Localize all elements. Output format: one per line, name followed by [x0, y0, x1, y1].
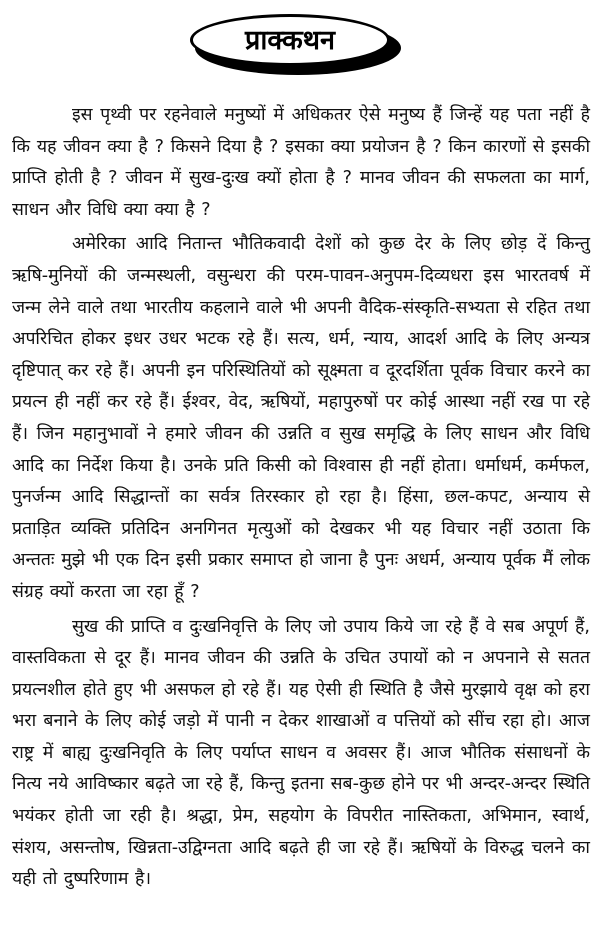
title-badge: [190, 14, 402, 76]
paragraph-3: सुख की प्राप्ति व दुःखनिवृत्ति के लिए जो उपाय किये जा रहे हैं वे सब अपूर्ण हैं, वास्तविकता से दूर हैं। मानव जीवन की उन्नति के उचित उपायों को न अपनाने से सतत प्रयत्नशील होते हुए भी असफल हो रहे हैं। यह ऐसी ही स्थिति है जैसे मुरझाये वृक्ष को हरा भरा बनाने के लिए कोई जड़ो में पानी न देकर शाखाओं व पत्तियों को सींच रहा हो। आज राष्ट्र में बाह्य दुःखनिवृति के लिए पर्याप्त साधन व अवसर हैं। आज भौतिक संसाधनों के नित्य नये आविष्कार बढ़ते जा रहे हैं, किन्तु इतना सब-कुछ होने पर भी अन्दर-अन्दर स्थिति भयंकर होती जा रही है। श्रद्धा, प्रेम, सहयोग के विपरीत नास्तिकता, अभिमान, स्वार्थ, संशय, असन्तोष, खिन्नता-उद्विग्नता आदि बढ़ते ही जा रहे हैं। ऋषियों के विरुद्ध चलने का यही तो दुष्परिणाम है।: [12, 616, 590, 890]
page-title: प्राक्कथन: [244, 24, 336, 56]
title-badge-oval: [190, 14, 390, 66]
paragraph-2: अमेरिका आदि नितान्त भौतिकवादी देशों को कुछ देर के लिए छोड़ दें किन्तु ऋषि-मुनियों की जन्मस्थली, वसुन्धरा की परम-पावन-अनुपम-दिव्यधरा इस भारतवर्ष में जन्म लेने वाले तथा भारतीय कहलाने वाले भी अपनी वैदिक-संस्कृति-सभ्यता से रहित तथा अपरिचित होकर इधर उधर भटक रहे हैं। सत्य, धर्म, न्याय, आदर्श आदि के लिए अन्यत्र दृष्टिपात् कर रहे हैं। अपनी इन परिस्थितियों को सूक्ष्मता व दूरदर्शिता पूर्वक विचार करने का प्रयत्न ही नहीं कर रहे हैं। ईश्वर, वेद, ऋषियों, महापुरुषों पर कोई आस्था नहीं रख पा रहे हैं। जिन महानुभावों ने हमारे जीवन की उन्नति व सुख समृद्धि के लिए साधन और विधि आदि का निर्देश किया है। उनके प्रति किसी को विश्वास ही नहीं होता। धर्माधर्म, कर्मफल, पुनर्जन्म आदि सिद्धान्तों का सर्वत्र तिरस्कार हो रहा है। हिंसा, छल-कपट, अन्याय से प्रताड़ित व्यक्ति प्रतिदिन अनगिनत मृत्युओं को देखकर भी यह विचार नहीं उठाता कि अन्ततः मुझे भी एक दिन इसी प्रकार समाप्त हो जाना है पुनः अधर्म, अन्याय पूर्वक मैं लोक संग्रह क्यों करता जा रहा हूँ ?: [12, 234, 590, 602]
paragraph-1: इस पृथ्वी पर रहनेवाले मनुष्यों में अधिकतर ऐसे मनुष्य हैं जिन्हें यह पता नहीं है कि यह जीवन क्या है ? किसने दिया है ? इसका क्या प्रयोजन है ? किन कारणों से इसकी प्राप्ति होती है ? जीवन में सुख-दुःख क्यों होता है ? मानव जीवन की सफलता का मार्ग, साधन और विधि क्या क्या है ?: [12, 105, 590, 220]
body-text: [12, 100, 590, 899]
